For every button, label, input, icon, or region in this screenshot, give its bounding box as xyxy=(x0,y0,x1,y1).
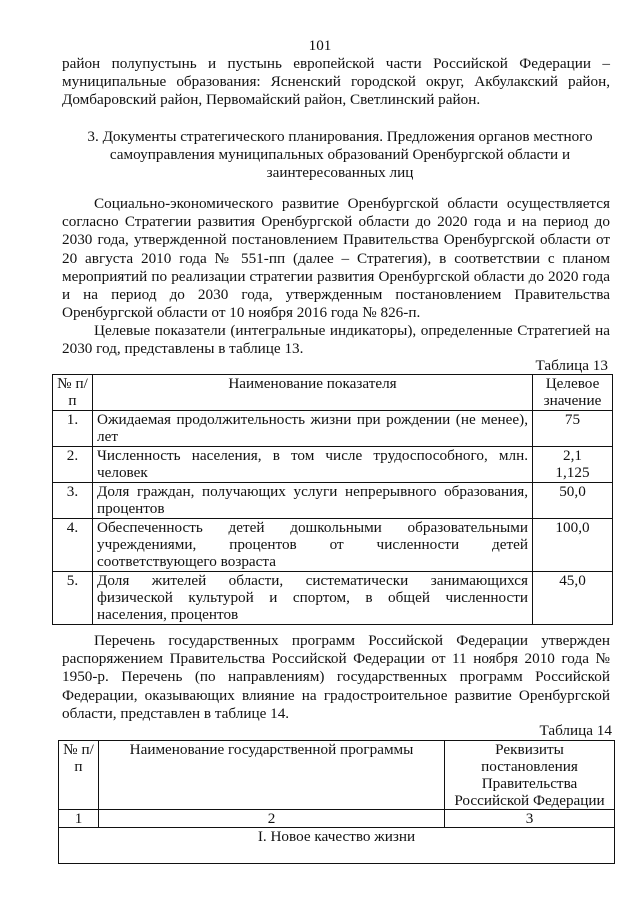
table13-row-num: 4. xyxy=(53,519,93,572)
table13-row-value: 75 xyxy=(533,411,613,447)
paragraph-indicators: Целевые показатели (интегральные индикаторы), определенные Стратегией на 2030 год, представлены в таблице 13. xyxy=(62,322,610,358)
paragraph-programs: Перечень государственных программ Российской Федерации утвержден распоряжением Правительства Российской Федерации от 11 ноября 2010 года № 1950-р. Перечень (по направлениям) государственных программ Российской Федерации, оказывающих влияние на градостроительное развитие Оренбургской области, представлен в таблице 14. xyxy=(62,632,610,722)
table-13 xyxy=(52,374,613,625)
table13-row-value: 100,0 xyxy=(533,519,613,572)
table-row xyxy=(53,483,613,519)
table13-header-value: Целевое значение xyxy=(533,375,613,411)
table13-header-name: Наименование показателя xyxy=(93,375,533,411)
table14-header-requisites: Реквизиты постановления Правительства Российской Федерации xyxy=(445,741,615,810)
table13-row-value: 45,0 xyxy=(533,572,613,625)
table13-row-name: Ожидаемая продолжительность жизни при рождении (не менее), лет xyxy=(93,411,533,447)
table13-header-num: № п/п xyxy=(53,375,93,411)
table13-row-name: Численность населения, в том числе трудоспособного, млн. человек xyxy=(93,447,533,483)
table14-header-row xyxy=(59,741,615,810)
table-row xyxy=(53,411,613,447)
table14-col-number: 3 xyxy=(445,810,615,828)
table13-caption: Таблица 13 xyxy=(535,357,608,374)
table13-row-value-working: 1,125 xyxy=(555,464,590,481)
intro-paragraph: район полупустынь и пустынь европейской части Российской Федерации – муниципальные образования: Ясненский городской округ, Акбулакский район, Домбаровский район, Первомайский район, Светлинский район. xyxy=(62,55,610,109)
table13-row-value: 50,0 xyxy=(533,483,613,519)
page-number: 101 xyxy=(308,37,332,54)
table13-row-num: 3. xyxy=(53,483,93,519)
table14-section-title: I. Новое качество жизни xyxy=(59,828,615,864)
table13-row-value-total: 2,1 xyxy=(563,447,582,464)
table-14 xyxy=(58,740,615,864)
table-row xyxy=(53,447,613,483)
table-row xyxy=(53,519,613,572)
table14-section-row xyxy=(59,828,615,864)
table13-row-value xyxy=(533,447,613,483)
table-row xyxy=(53,572,613,625)
table14-caption: Таблица 14 xyxy=(539,722,612,739)
section-heading: 3. Документы стратегического планирования. Предложения органов местного самоуправления муниципальных образований Оренбургской области и заинтересованных лиц xyxy=(87,128,593,182)
table14-header-num: № п/п xyxy=(59,741,99,810)
table14-col-number: 2 xyxy=(99,810,445,828)
table13-row-name: Доля граждан, получающих услуги непрерывного образования, процентов xyxy=(93,483,533,519)
table13-row-name: Доля жителей области, систематически занимающихся физической культурой и спортом, в общей численности населения, процентов xyxy=(93,572,533,625)
table13-header-row xyxy=(53,375,613,411)
table13-row-name: Обеспеченность детей дошкольными образовательными учреждениями, процентов от численности детей соответствующего возраста xyxy=(93,519,533,572)
table14-header-name: Наименование государственной программы xyxy=(99,741,445,810)
table13-row-num: 1. xyxy=(53,411,93,447)
table14-col-number: 1 xyxy=(59,810,99,828)
table13-row-num: 2. xyxy=(53,447,93,483)
table14-column-numbers-row xyxy=(59,810,615,828)
paragraph-strategy: Социально-экономического развитие Оренбургской области осуществляется согласно Стратегии развития Оренбургской области до 2020 года и на период до 2030 года, утвержденной постановлением Правительства Оренбургской области от 20 августа 2010 года № 551-пп (далее – Стратегия), в соответствии с планом мероприятий по реализации стратегии развития Оренбургской области до 2020 года и на период до 2030 года, утвержденным постановлением Правительства Оренбургской области от 10 ноября 2016 года № 826-п. xyxy=(62,195,610,322)
table13-row-num: 5. xyxy=(53,572,93,625)
